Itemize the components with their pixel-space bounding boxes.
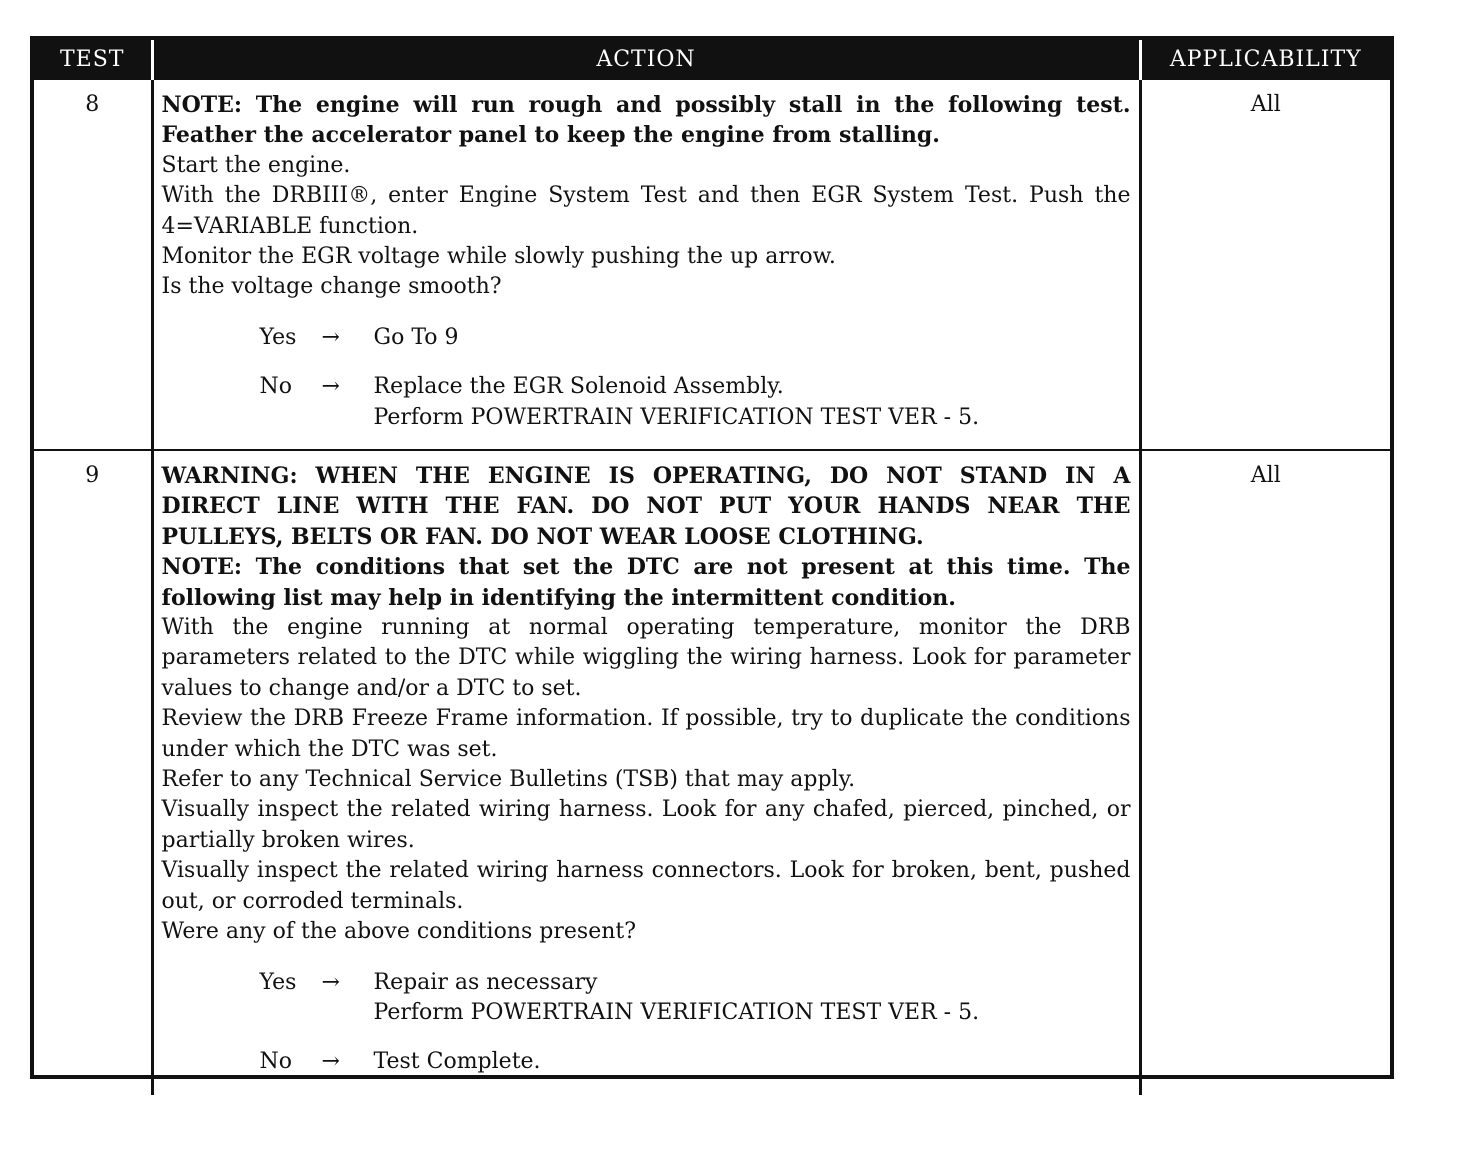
action-step: With the engine running at normal operating temperature, monitor the DRB parameters related to the DTC while wiggling the wiring harness. Look for parameter values to change and/or a DTC to set. [161,615,1131,701]
outcome-result [374,1047,1131,1077]
table-row-test-8 [34,79,1390,450]
outcome-answer: No [259,374,292,400]
header-action: ACTION [152,40,1140,79]
test-number: 8 [34,79,152,450]
action-step: Start the engine. [161,152,351,178]
applicability-value: All [1140,79,1390,450]
action-question: Is the voltage change smooth? [161,274,502,300]
outcome-result [374,372,1131,433]
action-cell [152,79,1140,450]
note-paragraph: NOTE: The engine will run rough and possibly stall in the following test. Feather the accelerator panel to keep the engine from stalling. [161,92,1131,149]
outcome-no [260,372,1131,433]
diagnostic-test-table [34,40,1390,1095]
test-number: 9 [34,450,152,1095]
outcome-line: Repair as necessary [373,969,598,995]
outcome-answer: Yes [259,969,297,995]
table-row-test-9 [34,450,1390,1095]
action-step: Refer to any Technical Service Bulletins (TSB) that may apply. [161,767,856,793]
outcome-no [260,1047,1131,1077]
outcome-yes [260,323,1131,353]
action-step: Monitor the EGR voltage while slowly pushing the up arrow. [161,244,836,270]
action-step: With the DRBIII®, enter Engine System Test and then EGR System Test. Push the 4=VARIABLE function. [161,183,1131,239]
right-arrow-icon: → [321,374,340,400]
outcome-line: Test Complete. [373,1049,541,1075]
right-arrow-icon: → [321,324,340,350]
action-question: Were any of the above conditions present? [161,919,637,945]
outcome-answer: No [259,1049,292,1075]
diagnostic-table-frame [30,36,1394,1079]
action-step: Visually inspect the related wiring harness connectors. Look for broken, bent, pushed out, or corroded terminals. [161,858,1131,914]
outcome-result [374,323,1131,353]
outcome-line: Go To 9 [373,324,459,350]
outcome-yes [260,968,1131,1029]
outcome-answer: Yes [259,324,297,350]
applicability-value: All [1140,450,1390,1095]
header-applicability: APPLICABILITY [1140,40,1390,79]
outcome-line: Perform POWERTRAIN VERIFICATION TEST VER - 5. [373,999,980,1025]
note-paragraph: NOTE: The conditions that set the DTC are not present at this time. The following list may help in identifying the intermittent condition. [161,554,1131,611]
right-arrow-icon: → [321,969,340,995]
table-header [34,40,1390,79]
action-cell [152,450,1140,1095]
outcome-line: Replace the EGR Solenoid Assembly. [373,374,784,400]
header-test: TEST [34,40,152,79]
action-step: Visually inspect the related wiring harness. Look for any chafed, pierced, pinched, or partially broken wires. [161,797,1131,853]
outcome-result [374,968,1131,1029]
action-step: Review the DRB Freeze Frame information. If possible, try to duplicate the conditions under which the DTC was set. [161,706,1131,762]
right-arrow-icon: → [321,1049,340,1075]
outcome-line: Perform POWERTRAIN VERIFICATION TEST VER - 5. [373,404,980,430]
warning-paragraph: WARNING: WHEN THE ENGINE IS OPERATING, DO NOT STAND IN A DIRECT LINE WITH THE FAN. DO NOT PUT YOUR HANDS NEAR THE PULLEYS, BELTS OR FAN. DO NOT WEAR LOOSE CLOTHING. [161,463,1131,550]
